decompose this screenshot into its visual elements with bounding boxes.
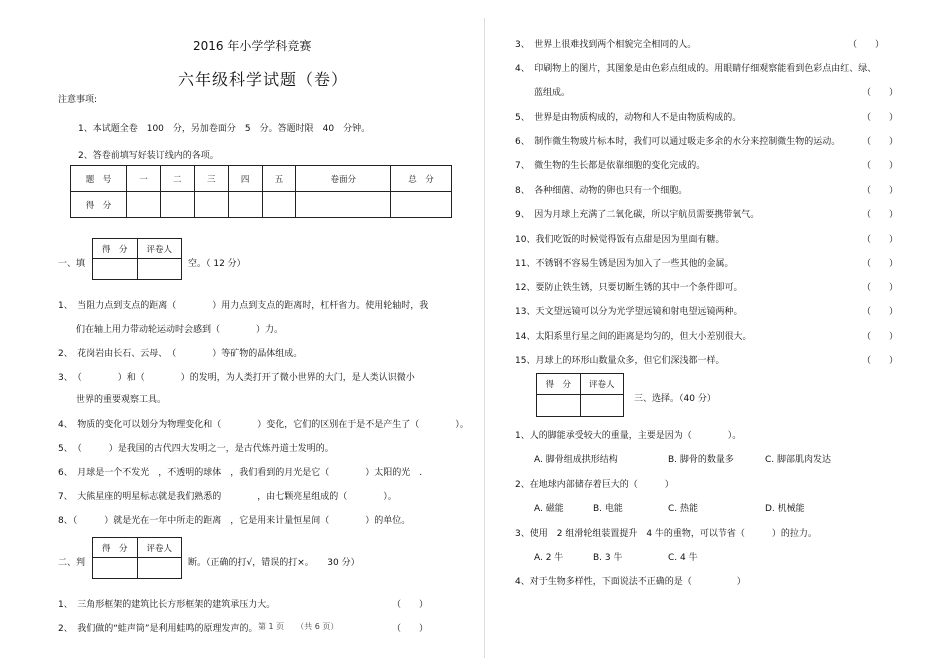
judge-10: 10、我们吃饭的时候觉得饭有点甜是因为里面有糖。 xyxy=(515,235,725,245)
score-cell xyxy=(127,192,161,218)
judge-4-paren: （ ） xyxy=(862,88,899,98)
score-header-cell: 二 xyxy=(160,166,194,192)
section2-heading: 断。（正确的打√，错误的打×。 30 分） xyxy=(188,558,360,568)
question-6: 6、 月球是一个不发光 ，不透明的球体 ，我们看到的月光是它（ ）太阳的光 . xyxy=(58,468,423,478)
score-cell xyxy=(262,192,296,218)
judge-3: 3、 世界上很难找到两个相貌完全相同的人。 xyxy=(515,40,697,50)
section2-lead: 二、判 xyxy=(58,558,86,568)
score-cell xyxy=(391,192,452,218)
choice-1-option-c: C. 脚部肌肉发达 xyxy=(765,455,832,465)
section3-grader-box xyxy=(536,373,624,417)
choice-2: 2、在地球内部储存着巨大的（ ） xyxy=(515,480,674,490)
grader-cell xyxy=(580,395,624,417)
section3-heading: 三、选择。（40 分） xyxy=(634,394,716,404)
judge-9-paren: （ ） xyxy=(862,210,899,220)
section1-grader-box xyxy=(92,238,182,280)
page-divider xyxy=(484,18,485,658)
question-8: 8、（ ）就是光在一年中所走的距离 ，它是用来计量恒星间（ ）的单位。 xyxy=(58,516,411,526)
question-4: 4、 物质的变化可以划分为物理变化和（ ）变化，它们的区别在于是不是产生了（ ）。 xyxy=(58,420,469,430)
judge-11: 11、不锈钢不容易生锈是因为加入了一些其他的金属。 xyxy=(515,259,734,269)
score-row-label: 得 分 xyxy=(71,192,127,218)
judge-5: 5、 世界是由物质构成的，动物和人不是由物质构成的。 xyxy=(515,113,742,123)
question-1b: 们在轴上用力带动轮运动时会感到（ ）力。 xyxy=(76,325,284,335)
score-cell xyxy=(296,192,391,218)
judge-2: 2、 我们做的“蛙声筒”是利用蛙鸣的原理发声的。 xyxy=(58,624,258,634)
grader-reviewer-label: 评卷人 xyxy=(137,538,182,558)
grader-score-label: 得 分 xyxy=(537,374,581,395)
judge-15: 15、月球上的环形山数量众多，但它们深浅都一样。 xyxy=(515,356,725,366)
page-footer: 第 1 页 （共 6 页） xyxy=(258,622,339,631)
judge-12-paren: （ ） xyxy=(862,283,899,293)
choice-2-option-b: B. 电能 xyxy=(593,504,623,514)
judge-9: 9、 因为月球上充满了二氧化碳，所以宇航员需要携带氧气。 xyxy=(515,210,760,220)
grader-reviewer-label: 评卷人 xyxy=(137,239,182,259)
choice-3-option-c: C. 4 牛 xyxy=(668,553,698,563)
judge-7: 7、 微生物的生长都是依靠细胞的变化完成的。 xyxy=(515,161,706,171)
choice-3-option-a: A. 2 牛 xyxy=(534,553,564,563)
exam-title: 2016 年小学学科竞赛 xyxy=(193,39,312,53)
choice-3: 3、使用 2 组滑轮组装置提升 4 牛的重物，可以节省（ ）的拉力。 xyxy=(515,529,817,539)
section1-lead: 一、填 xyxy=(58,259,86,269)
choice-2-option-d: D. 机械能 xyxy=(765,504,805,514)
score-header-cell: 五 xyxy=(262,166,296,192)
choice-2-option-c: C. 热能 xyxy=(668,504,699,514)
grader-score-label: 得 分 xyxy=(93,239,138,259)
judge-13-paren: （ ） xyxy=(862,307,899,317)
question-5: 5、 （ ）是我国的古代四大发明之一，是古代炼丹道士发明的。 xyxy=(58,444,334,454)
choice-1-option-a: A. 脚骨组成拱形结构 xyxy=(534,455,618,465)
grader-cell xyxy=(93,558,138,579)
score-cell xyxy=(228,192,262,218)
judge-8: 8、 各种细菌、动物的卵也只有一个细胞。 xyxy=(515,186,688,196)
judge-1-paren: （ ） xyxy=(392,600,429,610)
judge-10-paren: （ ） xyxy=(862,235,899,245)
grader-cell xyxy=(537,395,581,417)
choice-1: 1、人的脚能承受较大的重量，主要是因为（ ）。 xyxy=(515,431,742,441)
judge-7-paren: （ ） xyxy=(862,161,899,171)
notes-label: 注意事项: xyxy=(58,95,98,105)
question-2: 2、 花岗岩由长石、云母、 （ ）等矿物的晶体组成。 xyxy=(58,349,303,359)
judge-13: 13、天文望远镜可以分为光学望远镜和射电望远镜两种。 xyxy=(515,307,743,317)
question-7: 7、 大熊星座的明星标志就是我们熟悉的 ，由七颗亮星组成的（ ）。 xyxy=(58,492,397,502)
judge-2-paren: （ ） xyxy=(392,624,429,634)
score-header-cell: 四 xyxy=(228,166,262,192)
grader-cell xyxy=(137,558,182,579)
judge-4b: 蓝组成。 xyxy=(534,88,571,98)
score-header-cell: 三 xyxy=(194,166,228,192)
choice-1-option-b: B. 脚骨的数量多 xyxy=(668,455,734,465)
section2-grader-box xyxy=(92,537,182,579)
grader-reviewer-label: 评卷人 xyxy=(580,374,624,395)
judge-11-paren: （ ） xyxy=(862,259,899,269)
judge-15-paren: （ ） xyxy=(862,356,899,366)
judge-4a: 4、 印刷物上的图片，其图象是由色彩点组成的。用眼睛仔细观察能看到色彩点由红、绿、 xyxy=(515,64,877,74)
choice-3-option-b: B. 3 牛 xyxy=(593,553,623,563)
grader-score-label: 得 分 xyxy=(93,538,138,558)
note-2: 2、答卷前填写好装订线内的各项。 xyxy=(78,151,219,161)
grader-cell xyxy=(137,259,182,280)
section1-heading: 空。（ 12 分） xyxy=(188,259,246,269)
question-3a: 3、 （ ）和（ ）的发明，为人类打开了微小世界的大门，是人类认识微小 xyxy=(58,373,415,383)
choice-2-option-a: A. 磁能 xyxy=(534,504,564,514)
judge-6: 6、 制作微生物玻片标本时，我们可以通过吸走多余的水分来控制微生物的运动。 xyxy=(515,137,841,147)
score-header-cell: 题 号 xyxy=(71,166,127,192)
judge-12: 12、要防止铁生锈，只要切断生锈的其中一个条件即可。 xyxy=(515,283,743,293)
score-header-cell: 总 分 xyxy=(391,166,452,192)
grader-cell xyxy=(93,259,138,280)
question-3b: 世界的重要观察工具。 xyxy=(76,395,167,405)
judge-1: 1、 三角形框架的建筑比长方形框架的建筑承压力大。 xyxy=(58,600,276,610)
judge-6-paren: （ ） xyxy=(862,137,899,147)
judge-8-paren: （ ） xyxy=(862,186,899,196)
judge-14: 14、太阳系里行星之间的距离是均匀的，但大小差别很大。 xyxy=(515,332,752,342)
choice-4: 4、对于生物多样性，下面说法不正确的是（ ） xyxy=(515,577,746,587)
note-1: 1、本试题全卷 100 分，另加卷面分 5 分。答题时限 40 分钟。 xyxy=(78,124,371,134)
judge-5-paren: （ ） xyxy=(862,113,899,123)
judge-3-paren: （ ） xyxy=(848,40,885,50)
score-table xyxy=(70,165,452,218)
score-header-cell: 卷面分 xyxy=(296,166,391,192)
judge-14-paren: （ ） xyxy=(862,332,899,342)
exam-subtitle: 六年级科学试题（卷） xyxy=(178,70,349,89)
score-header-cell: 一 xyxy=(127,166,161,192)
question-1a: 1、 当阻力点到支点的距离（ ）用力点到支点的距离时，杠杆省力。使用轮轴时，我 xyxy=(58,301,429,311)
score-cell xyxy=(194,192,228,218)
score-cell xyxy=(160,192,194,218)
